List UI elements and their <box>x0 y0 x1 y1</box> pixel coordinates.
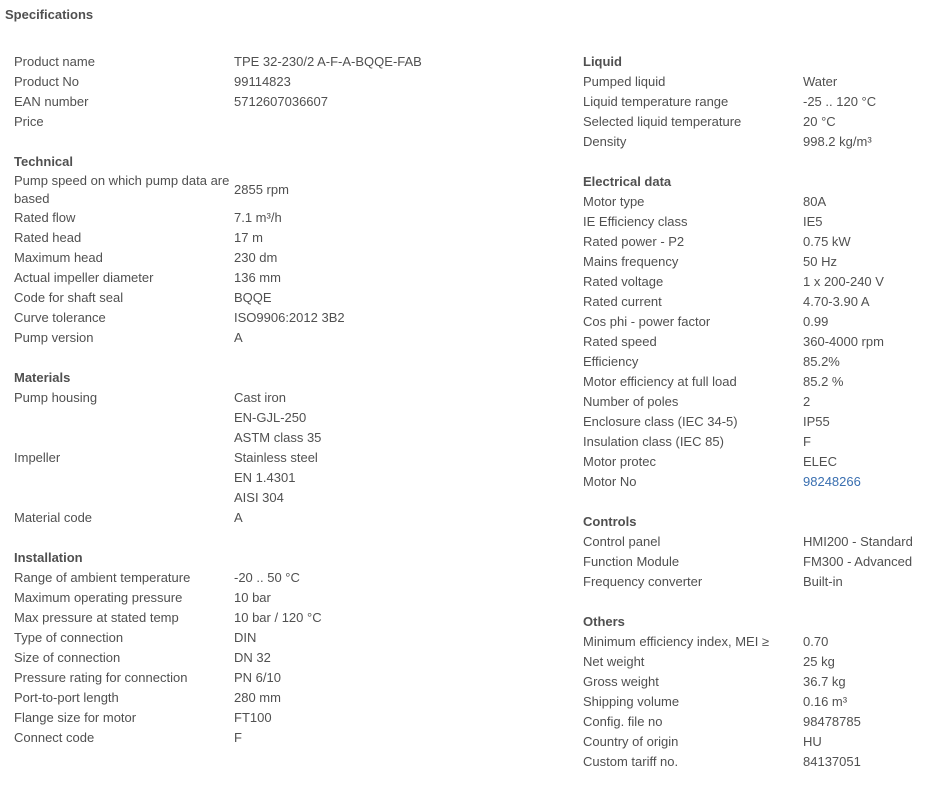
spec-row-rated-current <box>583 292 933 312</box>
spec-row-rated-flow <box>14 208 574 228</box>
spec-value-line: DIN <box>234 630 257 645</box>
spec-row-minimum-efficiency-index-mei <box>583 632 933 652</box>
spec-value <box>803 633 933 651</box>
spec-row-max-pressure-at-stated-temp <box>14 608 574 628</box>
spec-value-line: 0.16 m³ <box>803 694 848 709</box>
spec-label: Pressure rating for connection <box>14 670 188 685</box>
spec-value <box>234 388 574 448</box>
spec-value <box>803 113 933 131</box>
section-liquid <box>583 52 933 152</box>
spec-value-line: A <box>234 330 243 345</box>
spec-value <box>803 373 933 391</box>
spec-label: Control panel <box>583 534 661 549</box>
spec-value <box>803 413 933 431</box>
spec-row-liquid-temperature-range <box>583 92 933 112</box>
spec-label: Code for shaft seal <box>14 290 124 305</box>
specs-right-column <box>583 52 933 792</box>
spec-value <box>234 181 574 199</box>
section-controls <box>583 512 933 592</box>
spec-value-line: 85.2% <box>803 354 840 369</box>
spec-value-line: 99114823 <box>234 74 291 89</box>
spec-value <box>803 93 933 111</box>
spec-label: Motor No <box>583 474 637 489</box>
spec-value-line: 25 kg <box>803 654 835 669</box>
spec-label: Frequency converter <box>583 574 703 589</box>
spec-row-pump-speed-on-which-pump-data-are-based <box>14 172 574 208</box>
spec-row-mains-frequency <box>583 252 933 272</box>
spec-row-product-no <box>14 72 574 92</box>
spec-row-maximum-operating-pressure <box>14 588 574 608</box>
spec-row-motor-type <box>583 192 933 212</box>
spec-row-pressure-rating-for-connection <box>14 668 574 688</box>
spec-value <box>234 569 574 587</box>
spec-row-shipping-volume <box>583 692 933 712</box>
spec-value-line: 4.70-3.90 A <box>803 294 870 309</box>
spec-label: Rated voltage <box>583 274 664 289</box>
spec-label: Curve tolerance <box>14 310 106 325</box>
spec-row-port-to-port-length <box>14 688 574 708</box>
spec-value <box>803 533 933 551</box>
spec-value <box>803 393 933 411</box>
spec-value-line: DN 32 <box>234 650 271 665</box>
spec-value <box>803 313 933 331</box>
spec-value-line: Cast iron <box>234 390 287 405</box>
section-technical <box>14 152 574 348</box>
spec-value <box>234 709 574 727</box>
spec-row-gross-weight <box>583 672 933 692</box>
spec-row-config-file-no <box>583 712 933 732</box>
spec-row-enclosure-class-iec-34-5 <box>583 412 933 432</box>
spec-value-line: 230 dm <box>234 250 278 265</box>
spec-label: Efficiency <box>583 354 639 369</box>
spec-value-line: 85.2 % <box>803 374 844 389</box>
spec-label: Selected liquid temperature <box>583 114 742 129</box>
spec-row-pump-version <box>14 328 574 348</box>
spec-row-motor-efficiency-at-full-load <box>583 372 933 392</box>
spec-value <box>234 329 574 347</box>
spec-value-line: 7.1 m³/h <box>234 210 282 225</box>
spec-row-selected-liquid-temperature <box>583 112 933 132</box>
spec-value <box>234 229 574 247</box>
spec-label: Port-to-port length <box>14 690 119 705</box>
spec-row-connect-code <box>14 728 574 748</box>
spec-row-actual-impeller-diameter <box>14 268 574 288</box>
spec-value-line: Built-in <box>803 574 843 589</box>
spec-value-line: 10 bar / 120 °C <box>234 610 322 625</box>
spec-row-net-weight <box>583 652 933 672</box>
spec-row-price <box>14 112 574 132</box>
spec-label: Minimum efficiency index, MEI ≥ <box>583 634 770 649</box>
spec-label: Rated power - P2 <box>583 234 685 249</box>
spec-value-line: 50 Hz <box>803 254 837 269</box>
spec-value <box>234 289 574 307</box>
spec-value <box>234 448 574 508</box>
spec-value-line: 0.75 kW <box>803 234 851 249</box>
spec-label: Size of connection <box>14 650 121 665</box>
spec-label: Pump version <box>14 330 94 345</box>
spec-label: Range of ambient temperature <box>14 570 191 585</box>
spec-row-motor-no <box>583 472 933 492</box>
spec-label: Material code <box>14 510 93 525</box>
spec-value-line: 80A <box>803 194 827 209</box>
spec-value <box>234 73 574 91</box>
spec-value <box>234 249 574 267</box>
spec-row-function-module <box>583 552 933 572</box>
spec-value <box>803 133 933 151</box>
spec-value <box>234 93 574 111</box>
spec-value-line: PN 6/10 <box>234 670 281 685</box>
spec-label: Maximum head <box>14 250 103 265</box>
spec-row-size-of-connection <box>14 648 574 668</box>
spec-row-pumped-liquid <box>583 72 933 92</box>
spec-label: Net weight <box>583 654 645 669</box>
spec-value-line: -25 .. 120 °C <box>803 94 877 109</box>
spec-label: Function Module <box>583 554 680 569</box>
spec-value <box>234 589 574 607</box>
spec-value-line: EN 1.4301 <box>234 470 296 485</box>
spec-label: Number of poles <box>583 394 679 409</box>
spec-value-line: 1 x 200-240 V <box>803 274 884 289</box>
spec-row-cos-phi-power-factor <box>583 312 933 332</box>
spec-label: Shipping volume <box>583 694 680 709</box>
spec-label: Impeller <box>14 450 61 465</box>
spec-row-efficiency <box>583 352 933 372</box>
spec-value-line: 10 bar <box>234 590 271 605</box>
spec-label: Rated head <box>14 230 82 245</box>
spec-value <box>803 233 933 251</box>
spec-value-line: FM300 - Advanced <box>803 554 913 569</box>
spec-label: Density <box>583 134 627 149</box>
spec-label: Motor efficiency at full load <box>583 374 737 389</box>
spec-label: Pump housing <box>14 390 98 405</box>
spec-value-line: AISI 304 <box>234 490 284 505</box>
spec-value <box>803 333 933 351</box>
spec-value-line: ISO9906:2012 3B2 <box>234 310 345 325</box>
spec-value <box>234 689 574 707</box>
spec-value-line: F <box>803 434 811 449</box>
spec-value <box>803 293 933 311</box>
spec-label: Price <box>14 114 44 129</box>
spec-row-ie-efficiency-class <box>583 212 933 232</box>
spec-label: Gross weight <box>583 674 659 689</box>
section-title: Technical <box>14 154 74 169</box>
spec-value-line: 20 °C <box>803 114 836 129</box>
spec-row-frequency-converter <box>583 572 933 592</box>
spec-value <box>803 673 933 691</box>
spec-value-line: A <box>234 510 243 525</box>
section-title: Others <box>583 614 625 629</box>
section-title: Liquid <box>583 54 622 69</box>
spec-value-line: F <box>234 730 242 745</box>
spec-label: Mains frequency <box>583 254 679 269</box>
spec-row-rated-head <box>14 228 574 248</box>
spec-value-line: 98478785 <box>803 714 861 729</box>
spec-label: Flange size for motor <box>14 710 137 725</box>
spec-value <box>234 729 574 747</box>
spec-label: Rated flow <box>14 210 76 225</box>
spec-value <box>234 609 574 627</box>
spec-value <box>803 573 933 591</box>
page-title: Specifications <box>5 7 94 22</box>
specs-left-column <box>14 52 574 768</box>
spec-value <box>234 269 574 287</box>
spec-value-line: Water <box>803 74 838 89</box>
spec-label: Type of connection <box>14 630 124 645</box>
spec-value <box>803 213 933 231</box>
spec-row-rated-power-p2 <box>583 232 933 252</box>
spec-value-line: 280 mm <box>234 690 281 705</box>
spec-value <box>803 753 933 771</box>
section-electrical-data <box>583 172 933 492</box>
spec-value-line: 2855 rpm <box>234 182 289 197</box>
spec-value-line: 5712607036607 <box>234 94 328 109</box>
spec-row-country-of-origin <box>583 732 933 752</box>
spec-value <box>234 629 574 647</box>
spec-value-line: IE5 <box>803 214 823 229</box>
spec-value-line: ASTM class 35 <box>234 430 322 445</box>
spec-label: Actual impeller diameter <box>14 270 154 285</box>
spec-label: Product No <box>14 74 80 89</box>
spec-row-pump-housing <box>14 388 574 448</box>
spec-label: Enclosure class (IEC 34-5) <box>583 414 738 429</box>
spec-row-impeller <box>14 448 574 508</box>
spec-label: Rated speed <box>583 334 657 349</box>
spec-row-rated-speed <box>583 332 933 352</box>
spec-label: Rated current <box>583 294 662 309</box>
spec-label: Max pressure at stated temp <box>14 610 179 625</box>
spec-value-line: IP55 <box>803 414 830 429</box>
spec-value-line: 0.70 <box>803 634 829 649</box>
spec-label: Insulation class (IEC 85) <box>583 434 724 449</box>
spec-row-rated-voltage <box>583 272 933 292</box>
spec-label: EAN number <box>14 94 89 109</box>
spec-row-motor-protec <box>583 452 933 472</box>
spec-row-number-of-poles <box>583 392 933 412</box>
spec-label: Product name <box>14 54 95 69</box>
spec-value <box>803 713 933 731</box>
spec-row-control-panel <box>583 532 933 552</box>
spec-label: Cos phi - power factor <box>583 314 711 329</box>
spec-label: Country of origin <box>583 734 679 749</box>
spec-value <box>803 433 933 451</box>
spec-value-line: TPE 32-230/2 A-F-A-BQQE-FAB <box>234 54 422 69</box>
spec-row-ean-number <box>14 92 574 112</box>
spec-value-line: 360-4000 rpm <box>803 334 884 349</box>
spec-value <box>803 733 933 751</box>
spec-value <box>803 653 933 671</box>
spec-value <box>234 309 574 327</box>
spec-row-type-of-connection <box>14 628 574 648</box>
spec-value-line: Stainless steel <box>234 450 318 465</box>
section-general <box>14 52 574 132</box>
spec-label: Custom tariff no. <box>583 754 679 769</box>
spec-value-line: BQQE <box>234 290 272 305</box>
spec-value-line: 84137051 <box>803 754 861 769</box>
spec-value <box>803 473 933 491</box>
spec-value <box>234 209 574 227</box>
section-others <box>583 612 933 772</box>
spec-value-line: -20 .. 50 °C <box>234 570 300 585</box>
spec-value <box>803 273 933 291</box>
spec-label: Connect code <box>14 730 95 745</box>
spec-value-line: 136 mm <box>234 270 281 285</box>
spec-value-line: FT100 <box>234 710 272 725</box>
spec-value-line: 17 m <box>234 230 263 245</box>
spec-label: IE Efficiency class <box>583 214 688 229</box>
spec-row-flange-size-for-motor <box>14 708 574 728</box>
spec-value <box>803 693 933 711</box>
spec-value-line: EN-GJL-250 <box>234 410 307 425</box>
spec-label: Maximum operating pressure <box>14 590 183 605</box>
spec-label: Liquid temperature range <box>583 94 729 109</box>
spec-value-line: HMI200 - Standard <box>803 534 913 549</box>
spec-value <box>803 73 933 91</box>
spec-row-custom-tariff-no <box>583 752 933 772</box>
spec-value <box>234 649 574 667</box>
section-materials <box>14 368 574 528</box>
spec-row-maximum-head <box>14 248 574 268</box>
spec-label: Pump speed on which pump data are based <box>14 173 230 206</box>
spec-value <box>234 53 574 71</box>
spec-value <box>803 193 933 211</box>
spec-value-line: 36.7 kg <box>803 674 846 689</box>
spec-value <box>234 509 574 527</box>
spec-row-code-for-shaft-seal <box>14 288 574 308</box>
spec-label: Pumped liquid <box>583 74 666 89</box>
spec-value <box>803 453 933 471</box>
spec-value-line: 0.99 <box>803 314 829 329</box>
spec-value <box>803 353 933 371</box>
section-title: Installation <box>14 550 83 565</box>
spec-row-density <box>583 132 933 152</box>
spec-value <box>803 253 933 271</box>
spec-value-line: HU <box>803 734 822 749</box>
spec-row-curve-tolerance <box>14 308 574 328</box>
spec-value <box>803 553 933 571</box>
spec-label: Config. file no <box>583 714 663 729</box>
spec-row-material-code <box>14 508 574 528</box>
section-title: Materials <box>14 370 71 385</box>
spec-value <box>234 669 574 687</box>
motor-no-link[interactable]: 98248266 <box>803 474 861 489</box>
spec-row-range-of-ambient-temperature <box>14 568 574 588</box>
spec-row-insulation-class-iec-85 <box>583 432 933 452</box>
section-title: Electrical data <box>583 174 672 189</box>
section-title: Controls <box>583 514 637 529</box>
spec-value-line: 998.2 kg/m³ <box>803 134 872 149</box>
spec-row-product-name <box>14 52 574 72</box>
spec-label: Motor protec <box>583 454 656 469</box>
spec-value-line: 2 <box>803 394 811 409</box>
section-installation <box>14 548 574 748</box>
spec-value-line: ELEC <box>803 454 837 469</box>
spec-label: Motor type <box>583 194 645 209</box>
